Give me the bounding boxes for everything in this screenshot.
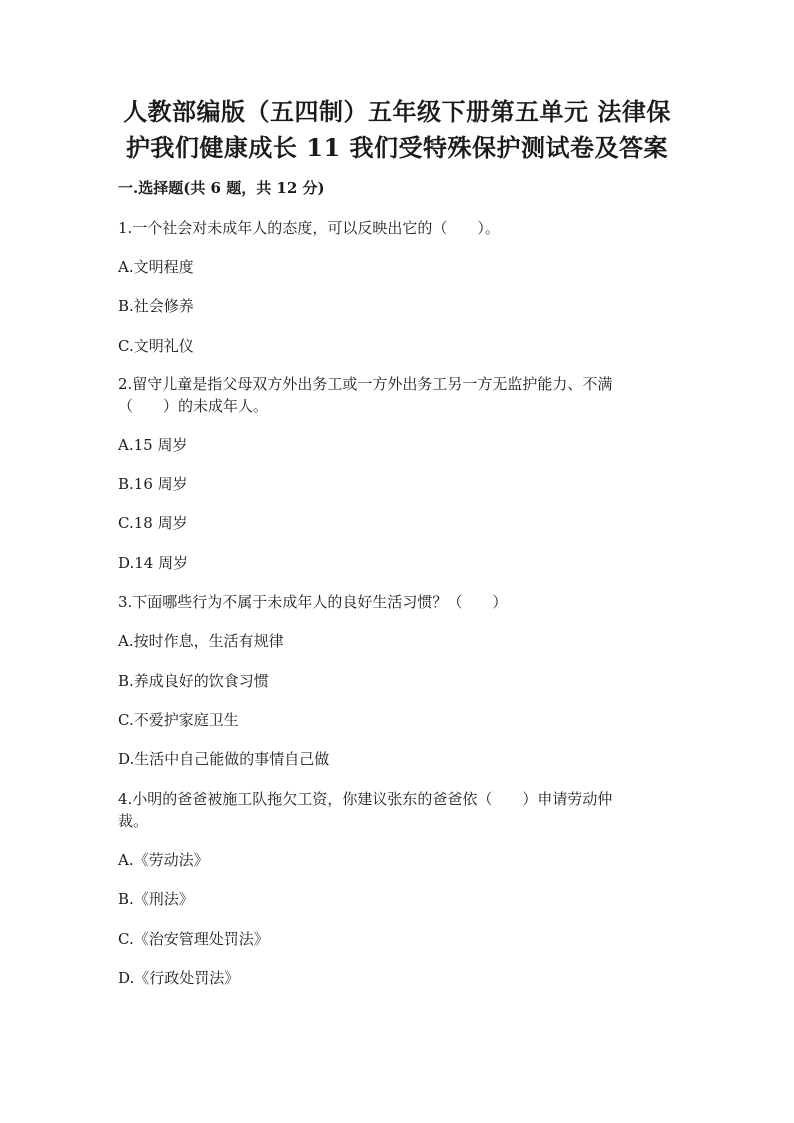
question-4-stem-line-2: 裁。	[118, 812, 149, 830]
question-3-option-c: C.不爱护家庭卫生	[118, 711, 239, 729]
question-2-option-c: C.18 周岁	[118, 514, 188, 532]
question-1-option-c: C.文明礼仪	[118, 337, 194, 355]
question-3-option-d: D.生活中自己能做的事情自己做	[118, 750, 330, 768]
question-2-option-d: D.14 周岁	[118, 554, 189, 572]
document-title-line-2: 护我们健康成长 11 我们受特殊保护测试卷及答案	[125, 133, 669, 162]
question-3-option-a: A.按时作息，生活有规律	[118, 632, 284, 650]
question-3-stem: 3.下面哪些行为不属于未成年人的良好生活习惯？（ ）	[118, 593, 508, 611]
question-2-option-b: B.16 周岁	[118, 475, 188, 493]
question-1-option-b: B.社会修养	[118, 297, 194, 315]
question-1-option-a: A.文明程度	[118, 258, 194, 276]
question-4-option-d: D.《行政处罚法》	[118, 969, 240, 987]
question-1-stem: 1.一个社会对未成年人的态度，可以反映出它的（ ）。	[118, 219, 500, 237]
question-4-option-c: C.《治安管理处罚法》	[118, 930, 269, 948]
question-2-option-a: A.15 周岁	[118, 436, 188, 454]
document-title-line-1: 人教部编版（五四制）五年级下册第五单元 法律保	[123, 97, 671, 126]
question-4-option-a: A.《劳动法》	[118, 851, 209, 869]
question-4-option-b: B.《刑法》	[118, 890, 194, 908]
question-4-stem-line-1: 4.小明的爸爸被施工队拖欠工资，你建议张东的爸爸依（ ）申请劳动仲	[118, 790, 613, 808]
question-2-stem-line-2: （ ）的未成年人。	[118, 397, 269, 415]
question-2-stem-line-1: 2.留守儿童是指父母双方外出务工或一方外出务工另一方无监护能力、不满	[118, 375, 613, 393]
question-3-option-b: B.养成良好的饮食习惯	[118, 672, 269, 690]
section-heading: 一.选择题(共 6 题，共 12 分)	[118, 179, 325, 197]
